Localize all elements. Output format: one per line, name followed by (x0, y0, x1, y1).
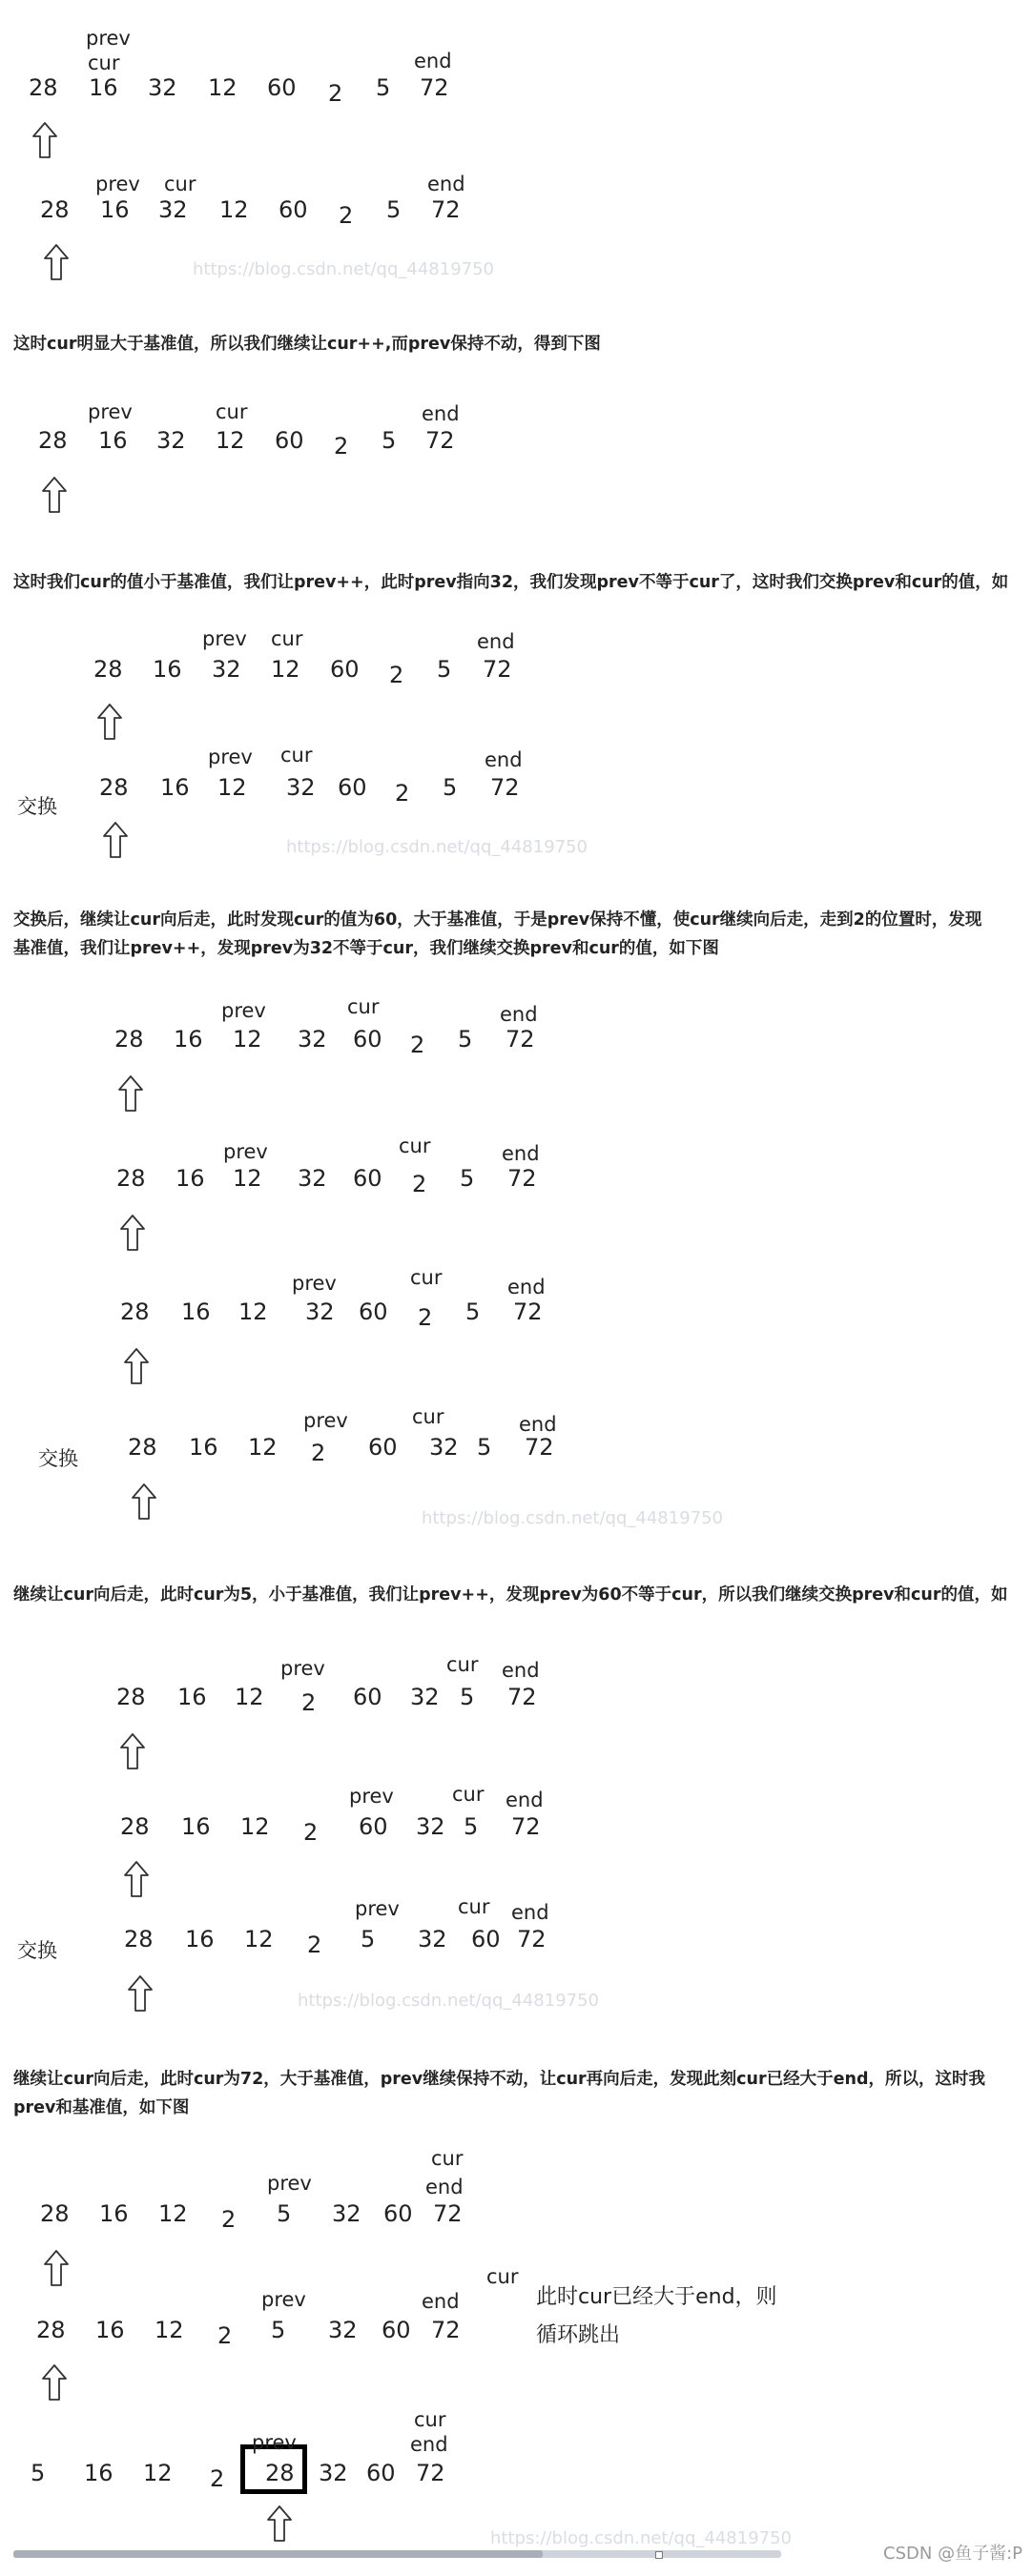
array-value: 60 (383, 2200, 413, 2227)
end-pointer-label: end (477, 630, 515, 653)
array-value: 16 (99, 2200, 129, 2227)
array-value: 2 (418, 1304, 433, 1331)
array-value: 12 (217, 774, 247, 801)
up-arrow-icon (128, 1975, 153, 2015)
array-value: 72 (490, 774, 520, 801)
array-value: 5 (376, 74, 391, 101)
array-value: 2 (412, 1171, 427, 1197)
array-value: 72 (506, 1026, 535, 1053)
watermark: https://blog.csdn.net/qq_44819750 (286, 837, 588, 857)
end-pointer-label: end (506, 1789, 544, 1811)
array-value: 28 (120, 1813, 150, 1840)
cur-pointer-label: cur (347, 995, 380, 1018)
array-value: 72 (507, 1684, 537, 1710)
end-pointer-label: end (502, 1142, 540, 1165)
paragraph-text: 这时cur明显大于基准值，所以我们继续让cur++,而prev保持不动，得到下图 (13, 335, 601, 354)
array-value: 32 (305, 1298, 335, 1325)
array-value: 60 (330, 656, 360, 683)
end-pointer-label: end (427, 173, 465, 195)
up-arrow-icon (118, 1075, 143, 1115)
array-value: 60 (368, 1434, 398, 1461)
array-value: 60 (267, 74, 297, 101)
array-value: 28 (38, 427, 68, 454)
array-value: 28 (265, 2460, 295, 2486)
prev-pointer-label: prev (261, 2288, 306, 2311)
array-value: 60 (353, 1165, 382, 1192)
array-value: 2 (395, 780, 410, 807)
prev-pointer-label: prev (267, 2172, 312, 2195)
array-value: 60 (382, 2317, 411, 2343)
up-arrow-icon (42, 2364, 67, 2404)
end-pointer-label: end (511, 1901, 549, 1924)
array-value: 72 (507, 1165, 537, 1192)
array-value: 12 (233, 1165, 262, 1192)
end-pointer-label: end (422, 2290, 460, 2313)
array-value: 12 (244, 1926, 274, 1952)
array-value: 32 (158, 196, 188, 223)
array-value: 5 (464, 1813, 479, 1840)
array-value: 28 (116, 1684, 146, 1710)
array-value: 12 (216, 427, 245, 454)
array-value: 28 (29, 74, 58, 101)
paragraph-text: 继续让cur向后走，此时cur为72，大于基准值，prev继续保持不动，让cur再向后走，发现此刻cur已经大于end，所以，这时我 (13, 2070, 985, 2089)
end-pointer-label: end (519, 1413, 557, 1436)
array-value: 60 (275, 427, 304, 454)
up-arrow-icon (97, 704, 122, 744)
array-value: 2 (328, 80, 343, 107)
array-value: 32 (319, 2460, 348, 2486)
paragraph-text: prev和基准值，如下图 (13, 2098, 190, 2117)
paragraph-text: 交换后，继续让cur向后走，此时发现cur的值为60，大于基准值，于是prev保持不懂，使cur继续向后走，走到2的位置时，发现 (13, 910, 982, 930)
array-value: 72 (431, 196, 461, 223)
array-value: 16 (174, 1026, 203, 1053)
array-value: 12 (248, 1434, 278, 1461)
array-value: 32 (410, 1684, 440, 1710)
prev-pointer-label: prev (88, 400, 133, 423)
array-value: 60 (359, 1813, 388, 1840)
array-value: 16 (153, 656, 182, 683)
array-value: 72 (416, 2460, 445, 2486)
array-value: 2 (307, 1932, 322, 1958)
array-value: 2 (210, 2465, 225, 2492)
array-value: 2 (221, 2206, 237, 2233)
up-arrow-icon (120, 1733, 145, 1773)
prev-pointer-label: prev (223, 1140, 268, 1163)
cur-pointer-label: cur (458, 1895, 490, 1918)
prev-pointer-label: prev (292, 1272, 337, 1295)
array-value: 12 (208, 74, 237, 101)
note-line-2: 循环跳出 (536, 2323, 621, 2347)
array-value: 28 (120, 1298, 150, 1325)
array-value: 32 (328, 2317, 358, 2343)
end-pointer-label: end (410, 2433, 448, 2456)
cur-pointer-label: cur (486, 2265, 519, 2288)
cur-pointer-label: cur (280, 744, 313, 767)
prev-pointer-label: prev (95, 173, 140, 195)
array-value: 16 (181, 1813, 211, 1840)
array-value: 12 (238, 1298, 268, 1325)
array-value: 5 (271, 2317, 286, 2343)
swap-label: 交换 (17, 1939, 57, 1962)
up-arrow-icon (44, 2250, 69, 2290)
array-value: 5 (277, 2200, 292, 2227)
array-value: 28 (40, 2200, 70, 2227)
array-value: 2 (334, 433, 349, 460)
array-value: 28 (93, 656, 123, 683)
resize-handle[interactable] (655, 2551, 663, 2559)
note-line-1: 此时cur已经大于end，则 (536, 2285, 777, 2309)
cur-pointer-label: cur (216, 400, 248, 423)
up-arrow-icon (120, 1215, 145, 1255)
array-value: 5 (477, 1434, 492, 1461)
array-value: 5 (31, 2460, 46, 2486)
array-value: 32 (156, 427, 186, 454)
paragraph-text: 继续让cur向后走，此时cur为5，小于基准值，我们让prev++，发现prev为60不等于cur，所以我们继续交换prev和cur的值，如 (13, 1585, 1008, 1605)
array-value: 12 (143, 2460, 173, 2486)
end-pointer-label: end (502, 1659, 540, 1682)
array-value: 16 (181, 1298, 211, 1325)
horizontal-scrollbar[interactable] (13, 2550, 781, 2558)
prev-pointer-label: prev (202, 627, 247, 650)
paragraph-text: 基准值，我们让prev++，发现prev为32不等于cur，我们继续交换prev和cur的值，如下图 (13, 939, 719, 958)
array-value: 12 (235, 1684, 264, 1710)
array-value: 5 (386, 196, 402, 223)
scrollbar-thumb[interactable] (13, 2550, 543, 2558)
array-value: 60 (359, 1298, 388, 1325)
array-value: 72 (511, 1813, 541, 1840)
footer-credit: CSDN @鱼子酱:P (883, 2544, 1022, 2564)
up-arrow-icon (267, 2505, 292, 2545)
watermark: https://blog.csdn.net/qq_44819750 (298, 1991, 600, 2011)
array-value: 32 (298, 1165, 327, 1192)
cur-pointer-label: cur (164, 173, 196, 195)
up-arrow-icon (44, 244, 69, 284)
array-value: 72 (513, 1298, 543, 1325)
end-pointer-label: end (485, 748, 523, 771)
array-value: 5 (460, 1165, 475, 1192)
end-pointer-label: end (414, 50, 452, 72)
array-value: 2 (410, 1032, 425, 1058)
array-value: 16 (177, 1684, 207, 1710)
array-value: 5 (465, 1298, 481, 1325)
array-value: 5 (361, 1926, 376, 1952)
array-value: 16 (98, 427, 128, 454)
array-value: 5 (458, 1026, 473, 1053)
array-value: 5 (460, 1684, 475, 1710)
swap-label: 交换 (17, 795, 57, 818)
array-value: 28 (36, 2317, 66, 2343)
prev-pointer-label: prev (349, 1785, 394, 1808)
array-value: 32 (212, 656, 241, 683)
end-pointer-label: end (422, 402, 460, 425)
swap-label: 交换 (38, 1447, 78, 1470)
array-value: 16 (185, 1926, 215, 1952)
array-value: 12 (271, 656, 300, 683)
watermark: https://blog.csdn.net/qq_44819750 (422, 1508, 724, 1528)
array-value: 16 (189, 1434, 218, 1461)
array-value: 16 (100, 196, 130, 223)
array-value: 28 (116, 1165, 146, 1192)
prev-pointer-label: prev (280, 1657, 325, 1680)
array-value: 72 (433, 2200, 463, 2227)
cur-pointer-label: cur (452, 1783, 485, 1806)
array-value: 32 (148, 74, 177, 101)
up-arrow-icon (132, 1483, 156, 1523)
up-arrow-icon (42, 477, 67, 517)
array-value: 32 (332, 2200, 361, 2227)
cur-pointer-label: cur (412, 1405, 444, 1428)
array-value: 28 (114, 1026, 144, 1053)
array-value: 60 (353, 1026, 382, 1053)
array-value: 5 (382, 427, 397, 454)
array-value: 60 (279, 196, 308, 223)
up-arrow-icon (103, 822, 128, 862)
array-value: 5 (443, 774, 458, 801)
array-value: 32 (286, 774, 316, 801)
array-value: 16 (84, 2460, 114, 2486)
array-value: 60 (338, 774, 367, 801)
prev-pointer-label: prev (303, 1409, 348, 1432)
array-value: 12 (233, 1026, 262, 1053)
array-value: 2 (303, 1819, 319, 1846)
array-value: 2 (301, 1689, 317, 1716)
array-value: 32 (416, 1813, 445, 1840)
up-arrow-icon (32, 122, 57, 162)
prev-pointer-label: prev (252, 2431, 297, 2454)
array-value: 60 (366, 2460, 396, 2486)
array-value: 60 (471, 1926, 501, 1952)
array-value: 2 (217, 2322, 233, 2349)
array-value: 16 (89, 74, 118, 101)
up-arrow-icon (124, 1348, 149, 1388)
array-value: 32 (429, 1434, 459, 1461)
array-value: 72 (483, 656, 512, 683)
array-value: 12 (240, 1813, 270, 1840)
array-value: 60 (353, 1684, 382, 1710)
cur-pointer-label: cur (410, 1266, 443, 1289)
array-value: 2 (311, 1440, 326, 1466)
array-value: 72 (517, 1926, 547, 1952)
prev-pointer-label: prev (355, 1897, 400, 1920)
array-value: 16 (160, 774, 190, 801)
prev-pointer-label: prev (208, 746, 253, 768)
end-pointer-label: end (500, 1003, 538, 1026)
array-value: 72 (425, 427, 455, 454)
end-pointer-label: end (507, 1276, 546, 1298)
array-value: 5 (437, 656, 452, 683)
array-value: 28 (40, 196, 70, 223)
end-pointer-label: end (425, 2176, 464, 2198)
array-value: 32 (418, 1926, 447, 1952)
array-value: 28 (124, 1926, 154, 1952)
watermark: https://blog.csdn.net/qq_44819750 (193, 259, 495, 279)
prev-pointer-label: prev (86, 27, 131, 50)
array-value: 16 (175, 1165, 205, 1192)
array-value: 12 (155, 2317, 184, 2343)
array-value: 12 (219, 196, 249, 223)
cur-pointer-label: cur (446, 1653, 479, 1676)
prev-pointer-label: prev (221, 999, 266, 1022)
array-value: 72 (525, 1434, 554, 1461)
array-value: 2 (389, 662, 404, 688)
array-value: 2 (339, 202, 354, 229)
array-value: 32 (298, 1026, 327, 1053)
cur-pointer-label: cur (271, 627, 303, 650)
cur-pointer-label: cur (414, 2408, 446, 2431)
up-arrow-icon (124, 1861, 149, 1901)
cur-pointer-label: cur (399, 1135, 431, 1157)
array-value: 28 (99, 774, 129, 801)
array-value: 12 (158, 2200, 188, 2227)
array-value: 28 (128, 1434, 157, 1461)
cur-pointer-label: cur (88, 51, 120, 74)
paragraph-text: 这时我们cur的值小于基准值，我们让prev++，此时prev指向32，我们发现prev不等于cur了，这时我们交换prev和cur的值，如 (13, 573, 1009, 592)
array-value: 16 (95, 2317, 125, 2343)
cur-pointer-label: cur (431, 2147, 464, 2170)
array-value: 72 (420, 74, 449, 101)
watermark: https://blog.csdn.net/qq_44819750 (490, 2528, 793, 2548)
array-value: 72 (431, 2317, 461, 2343)
